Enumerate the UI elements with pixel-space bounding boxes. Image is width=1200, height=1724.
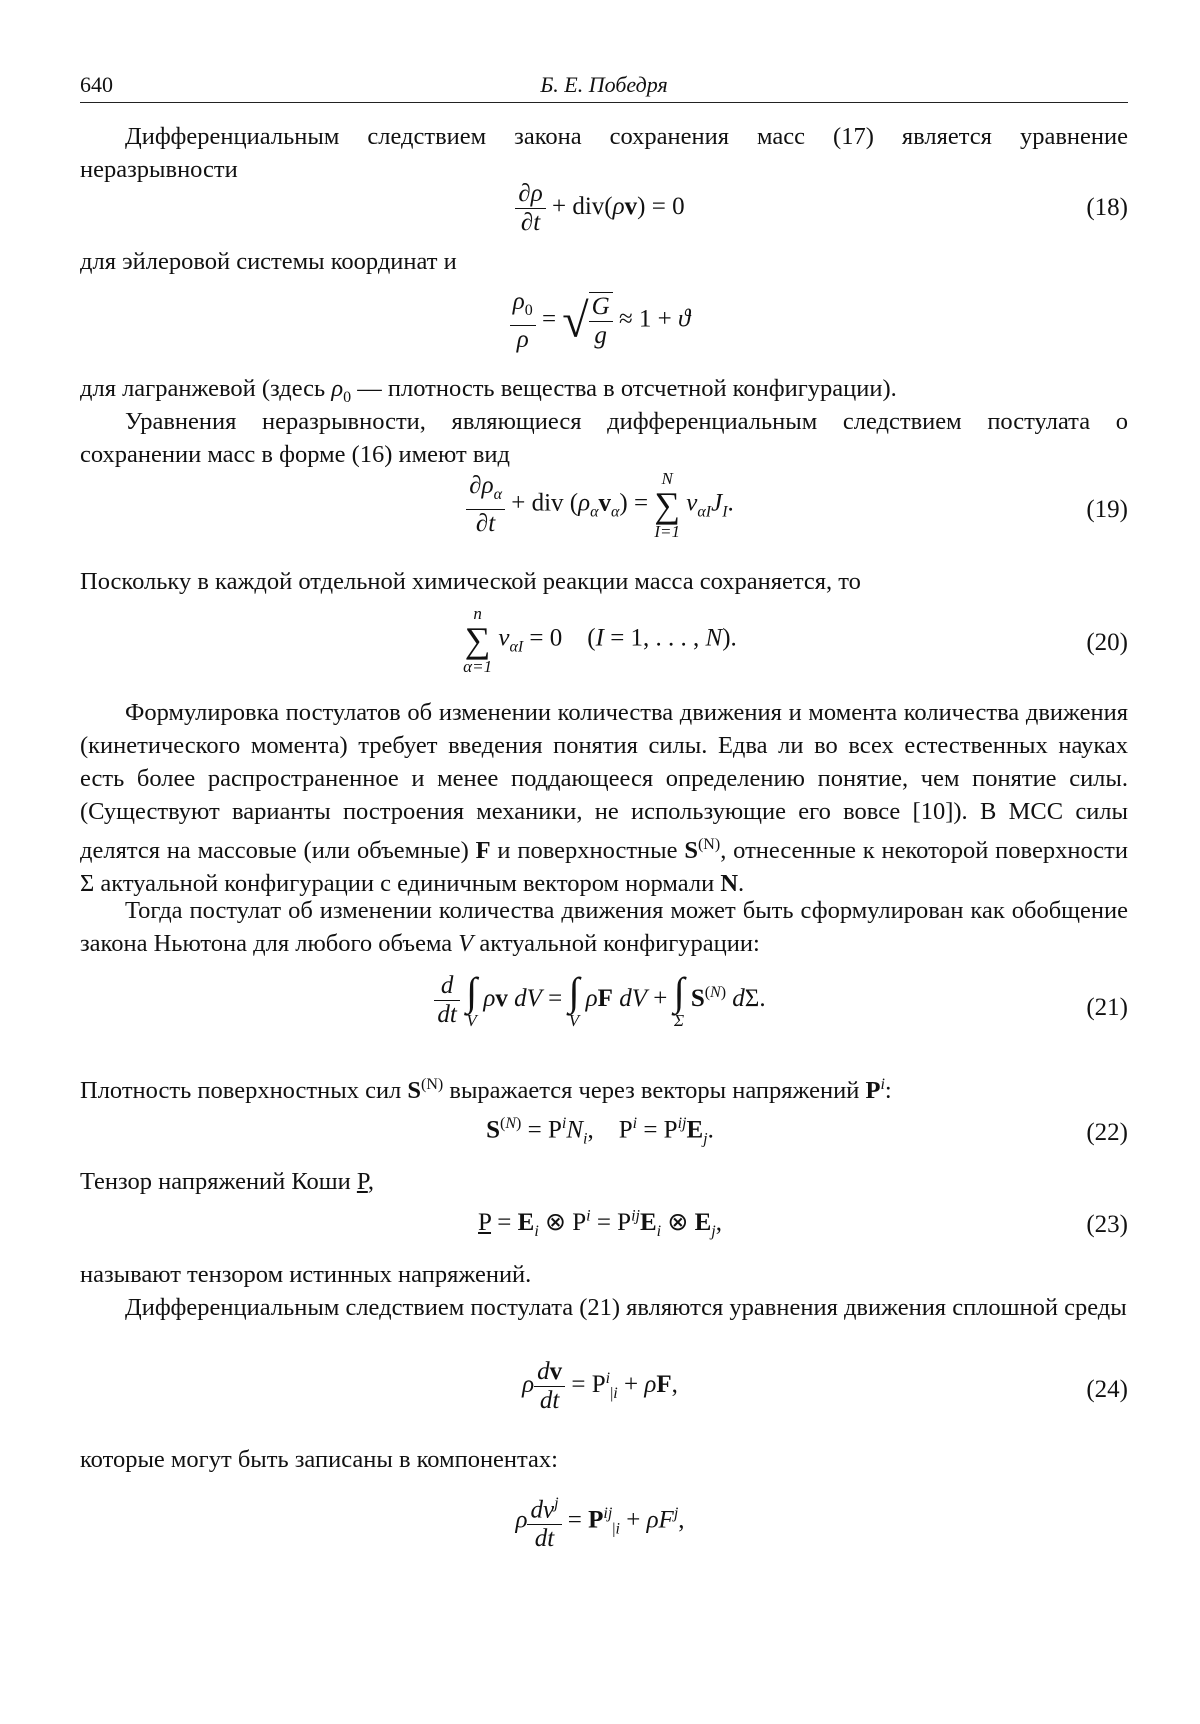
paragraph-lagrange: для лагранжевой (здесь $\rho_0$ — плотность вещества в отсчетной конфигурации). <box>80 375 897 406</box>
paragraph-motion-equations: Дифференциальным следствием постулата (21) являются уравнения движения сплошной среды <box>125 1294 1127 1321</box>
equation-number: (19) <box>1086 496 1128 523</box>
paragraph-stress-vectors: Плотность поверхностных сил $S^{(N)}$ выражается через векторы напряжений $P^i$: <box>80 1076 892 1105</box>
running-title: Б. Е. Победря <box>540 72 668 97</box>
paragraph-continuity-equations: Уравнения неразрывности, являющиеся дифференциальным следствием постулата о сохранении масс в форме (16) имеют вид <box>80 408 1128 468</box>
paragraph-mass-conservation: Поскольку в каждой отдельной химической реакции масса сохраняется, то <box>80 568 861 595</box>
equation-18: $\frac{\partial\rho}{\partial t}$ + div(ρv) = 0 (18) <box>0 180 1200 240</box>
equation-22: $S^{(N)} = P^iN_i$, $P^i = P^{ij}E_j$. (22) <box>486 1115 1128 1148</box>
equation-number: (24) <box>1086 1376 1128 1403</box>
paragraph-forces: Формулировка постулатов об изменении количества движения и момента количества движения (кинетического момента) требует введения понятия силы. Едва ли во всех естественных науках есть более распространенное и менее поддающееся определению понятие, чем понятие силы. (Существуют варианты построения механики, не использующие его вовсе [10]). В МСС силы делятся на массовые (или объемные) F и поверхностные $S^{(N)}$, отнесенные к некоторой поверхности Σ актуальной конфигурации с единичным вектором нормали N. <box>80 699 1128 898</box>
equation-24: ρ $\frac{dv}{dt}$ = $P^i_{|i} + \rho F$, (24) <box>522 1358 1128 1414</box>
equation-number: (18) <box>1086 194 1128 221</box>
page-number: 640 <box>80 72 113 97</box>
equation-21: $\frac{d}{dt}$ ∫ V ρv dV = ∫ V ρF dV + ∫ Σ $S^{(N)}$ dΣ. (21) <box>0 972 1200 1062</box>
equation-number: (22) <box>1086 1119 1128 1146</box>
equation-23: $P = E_i$ ⊗ $P^i = P^{ij}E_i$ ⊗ $E_j$, (23) <box>478 1207 1128 1240</box>
paragraph-cauchy-tensor: Тензор напряжений Коши P, <box>80 1168 374 1195</box>
paragraph-components: которые могут быть записаны в компонентах: <box>80 1446 558 1473</box>
paragraph-momentum-postulate: Тогда постулат об изменении количества движения может быть сформулирован как обобщение закона Ньютона для любого объема V актуальной конфигурации: <box>80 897 1128 957</box>
equation-number: (21) <box>1086 994 1128 1021</box>
paragraph-continuity-intro: Дифференциальным следствием закона сохранения масс (17) является уравнение неразрывности <box>80 123 1128 183</box>
equation-components: ρ $\frac{dv^j}{dt}$ = $P^{ij}_{|i} + \rho F^j$, <box>0 1490 1200 1560</box>
equation-number: (20) <box>1086 629 1128 656</box>
equation-20: n ∑ α=1 $\nu_{\alpha I} = 0$ (I = 1, . . . , N). (20) <box>463 604 1128 676</box>
paragraph-euler: для эйлеровой системы координат и <box>80 248 457 275</box>
paragraph-true-stress: называют тензором истинных напряжений. <box>80 1261 532 1288</box>
page-header <box>80 72 1128 103</box>
equation-19: $\frac{\partial\rho_\alpha}{\partial t}$ + div $(\rho_\alpha v_\alpha)$ = N ∑ I=1 $\nu_{\alpha I}J_I$. (19) <box>0 470 1200 560</box>
equation-number: (23) <box>1086 1211 1128 1238</box>
equation-lagrange-density: $\frac{\rho_0}{\rho}$ = √ $\frac{G}{g}$ ≈ 1 + ϑ <box>0 288 1200 368</box>
